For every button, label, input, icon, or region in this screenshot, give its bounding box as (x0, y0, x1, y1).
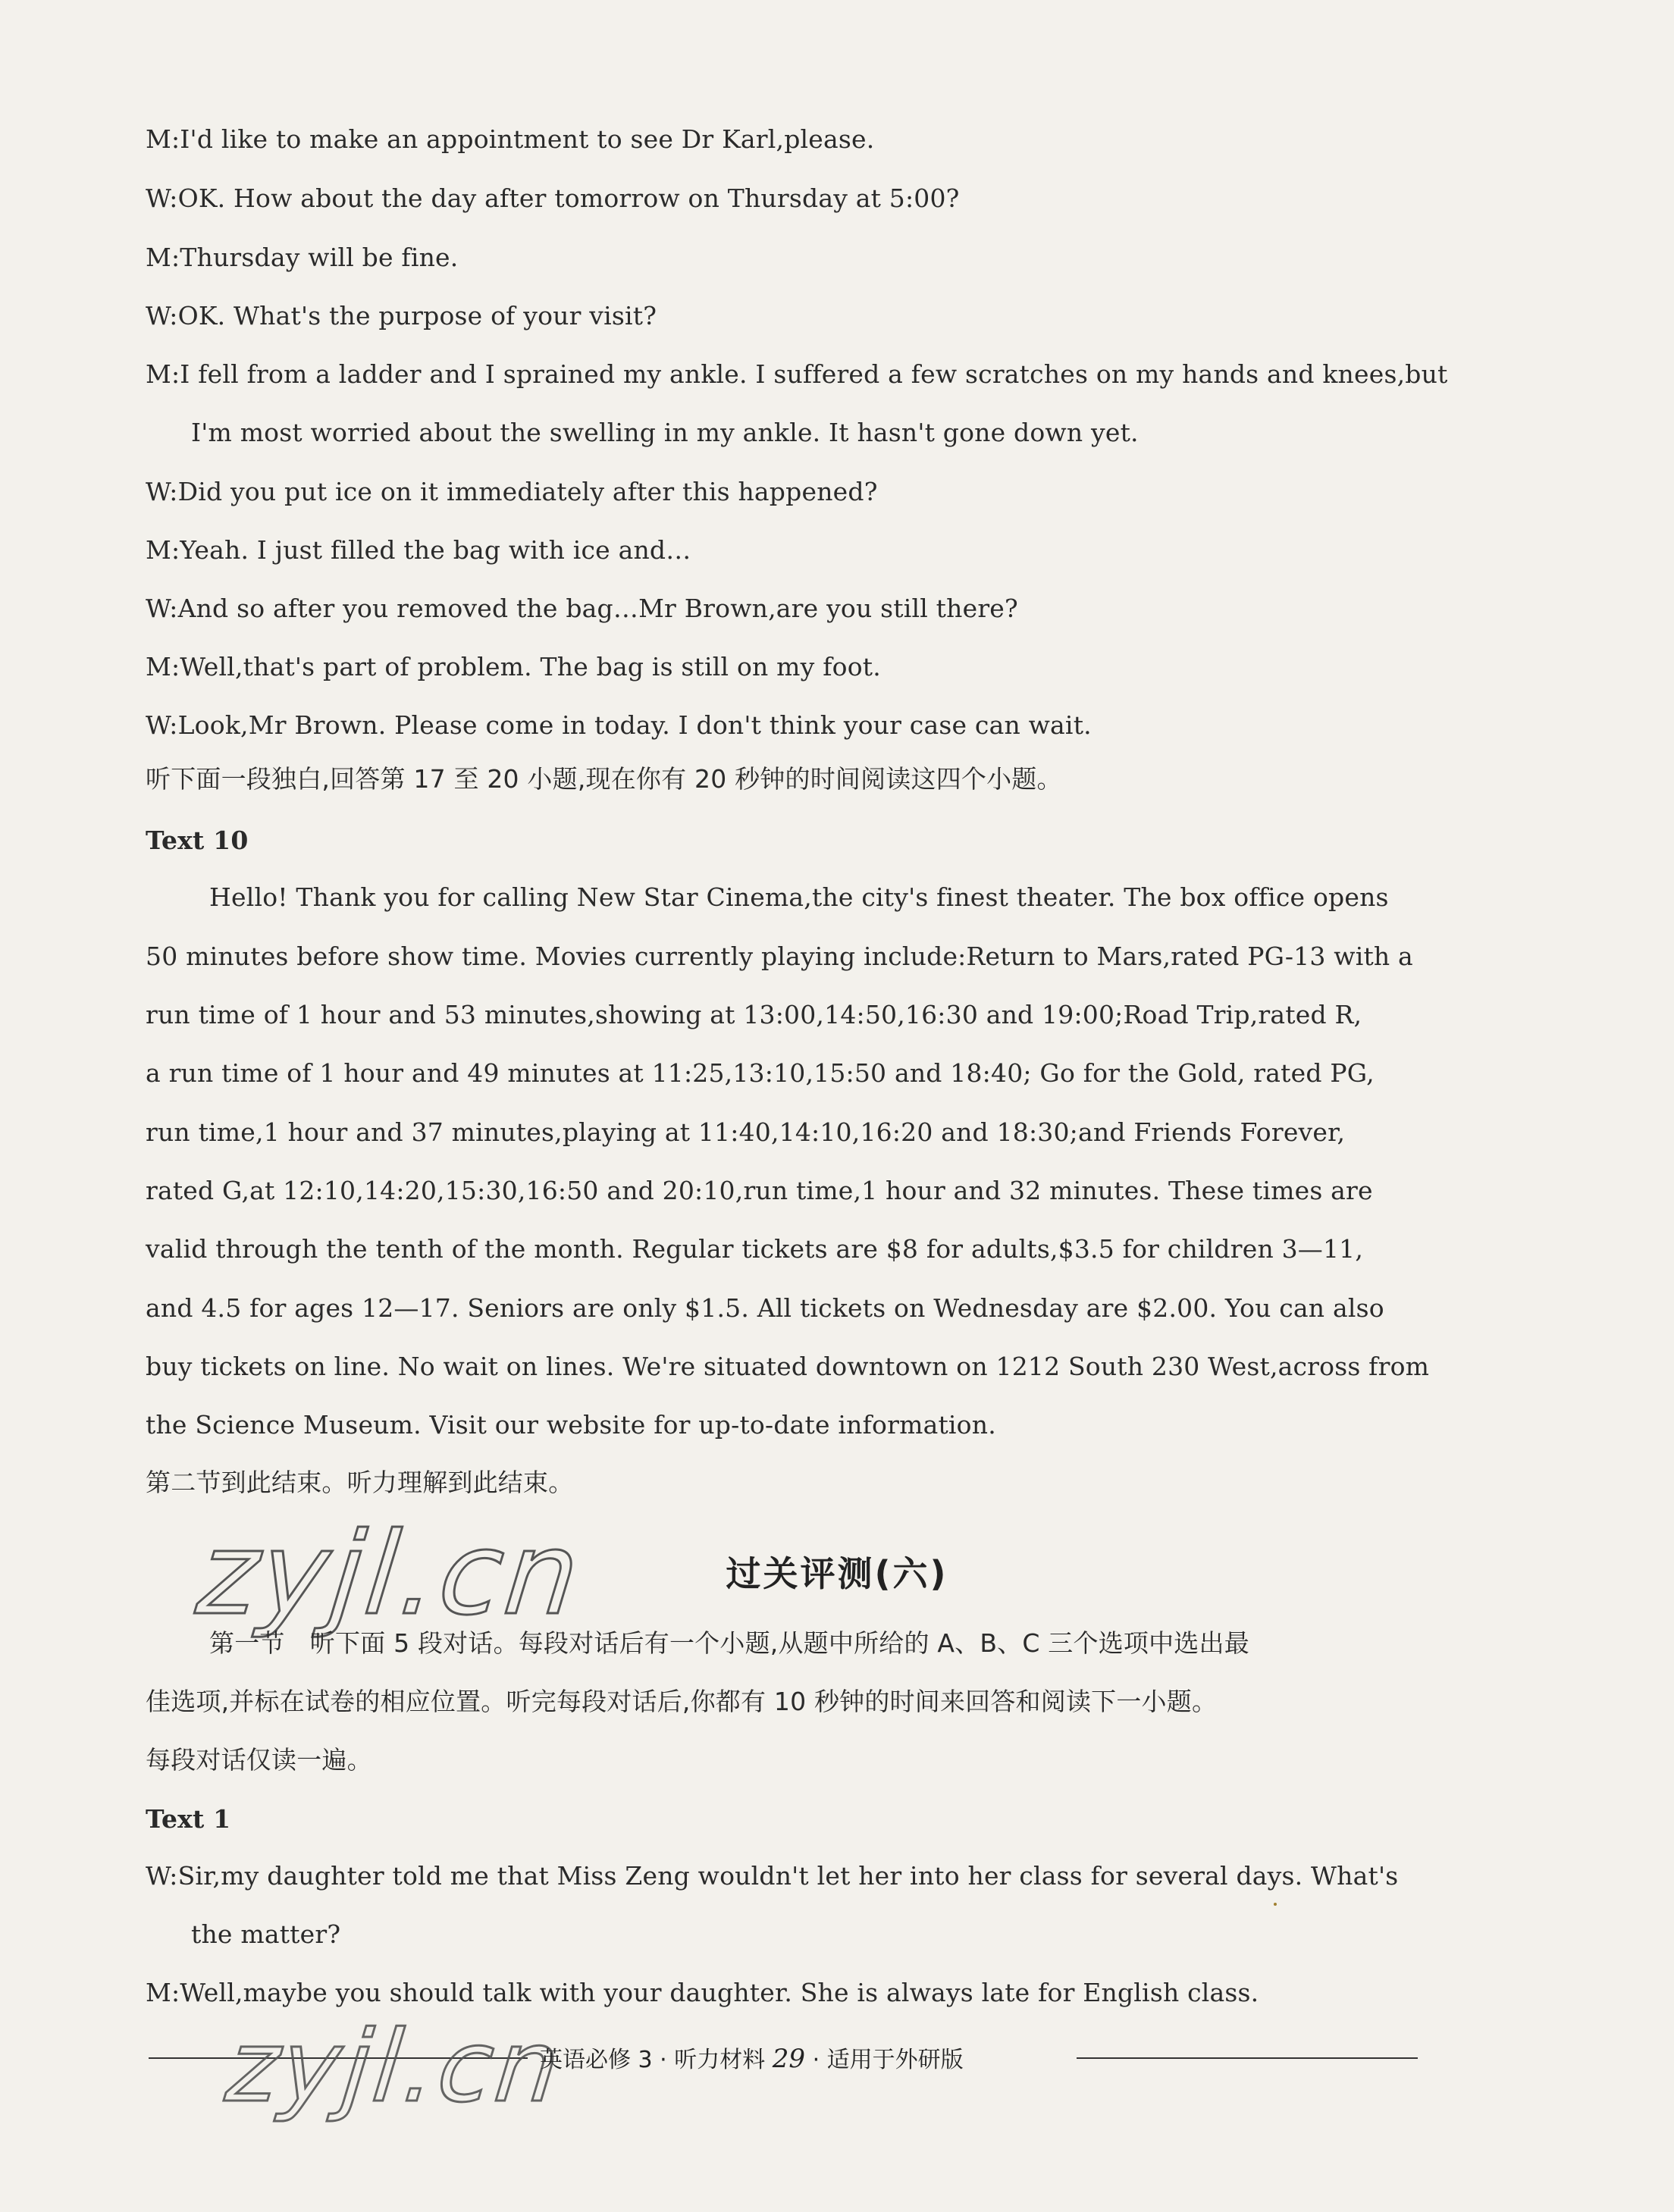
section-instruction: 第一节 听下面 5 段对话。每段对话后有一个小题,从题中所给的 A、B、C 三个选项中选出最 (209, 1628, 1249, 1658)
dialogue-line-continuation: I'm most worried about the swelling in my ankle. It hasn't gone down yet. (191, 418, 1139, 447)
dialogue-line: W:Look,Mr Brown. Please come in today. I don't think your case can wait. (146, 710, 1092, 740)
dialogue-line: M:Thursday will be fine. (146, 243, 459, 272)
dialogue-line: M:Yeah. I just filled the bag with ice and… (146, 535, 691, 565)
section-title: 过关评测(六) (726, 1553, 948, 1594)
dialogue-line: M:Well,maybe you should talk with your daughter. She is always late for English class. (146, 1978, 1259, 2007)
monologue-line: buy tickets on line. No wait on lines. We're situated downtown on 1212 South 230 West,across from (146, 1352, 1430, 1381)
footer-label: 英语必修 3 · 听力材料 (540, 2047, 766, 2073)
monologue-line: 50 minutes before show time. Movies currently playing include:Return to Mars,rated PG-13 with a (146, 942, 1413, 971)
dialogue-line: W:OK. How about the day after tomorrow on Thursday at 5:00? (146, 183, 960, 213)
ink-speck (1274, 1903, 1277, 1906)
monologue-line: Hello! Thank you for calling New Star Cinema,the city's finest theater. The box office opens (209, 882, 1389, 912)
monologue-line: rated G,at 12:10,14:20,15:30,16:50 and 20:10,run time,1 hour and 32 minutes. These times are (146, 1176, 1373, 1205)
page-number: 29 (772, 2044, 806, 2074)
monologue-line: and 4.5 for ages 12—17. Seniors are only $1.5. All tickets on Wednesday are $2.00. You can also (146, 1293, 1384, 1323)
page-footer (540, 2041, 964, 2074)
monologue-line: run time,1 hour and 37 minutes,playing at 11:40,14:10,16:20 and 18:30;and Friends Forever, (146, 1117, 1346, 1147)
footer-rule (1077, 2057, 1418, 2059)
text-heading: Text 10 (146, 826, 249, 855)
dialogue-line: M:I'd like to make an appointment to see Dr Karl,please. (146, 124, 875, 154)
dialogue-line: M:I fell from a ladder and I sprained my ankle. I suffered a few scratches on my hands and knees,but (146, 359, 1448, 389)
footer-edition: · 适用于外研版 (812, 2047, 964, 2073)
monologue-line: the Science Museum. Visit our website for up-to-date information. (146, 1410, 996, 1440)
dialogue-line-continuation: the matter? (191, 1919, 341, 1949)
section-instruction: 每段对话仅读一遍。 (146, 1745, 372, 1775)
watermark-logo: zyjl.cn (191, 1509, 588, 1640)
dialogue-line: W:Sir,my daughter told me that Miss Zeng wouldn't let her into her class for several days. What's (146, 1861, 1399, 1891)
watermark-logo: zyjl.cn (221, 2009, 568, 2124)
dialogue-line: W:OK. What's the purpose of your visit? (146, 301, 657, 331)
instruction-text: 听下面一段独白,回答第 17 至 20 小题,现在你有 20 秒钟的时间阅读这四个小题。 (146, 764, 1062, 794)
dialogue-line: W:Did you put ice on it immediately after this happened? (146, 477, 878, 506)
section-end-text: 第二节到此结束。听力理解到此结束。 (146, 1468, 574, 1497)
text-heading: Text 1 (146, 1804, 231, 1834)
monologue-line: valid through the tenth of the month. Regular tickets are $8 for adults,$3.5 for children 3—11, (146, 1234, 1364, 1264)
monologue-line: a run time of 1 hour and 49 minutes at 11:25,13:10,15:50 and 18:40; Go for the Gold, rated PG, (146, 1058, 1375, 1088)
dialogue-line: W:And so after you removed the bag…Mr Brown,are you still there? (146, 594, 1018, 623)
section-instruction: 佳选项,并标在试卷的相应位置。听完每段对话后,你都有 10 秒钟的时间来回答和阅读下一小题。 (146, 1687, 1218, 1716)
monologue-line: run time of 1 hour and 53 minutes,showing at 13:00,14:50,16:30 and 19:00;Road Trip,rated R, (146, 1000, 1362, 1029)
dialogue-line: M:Well,that's part of problem. The bag is still on my foot. (146, 652, 881, 681)
